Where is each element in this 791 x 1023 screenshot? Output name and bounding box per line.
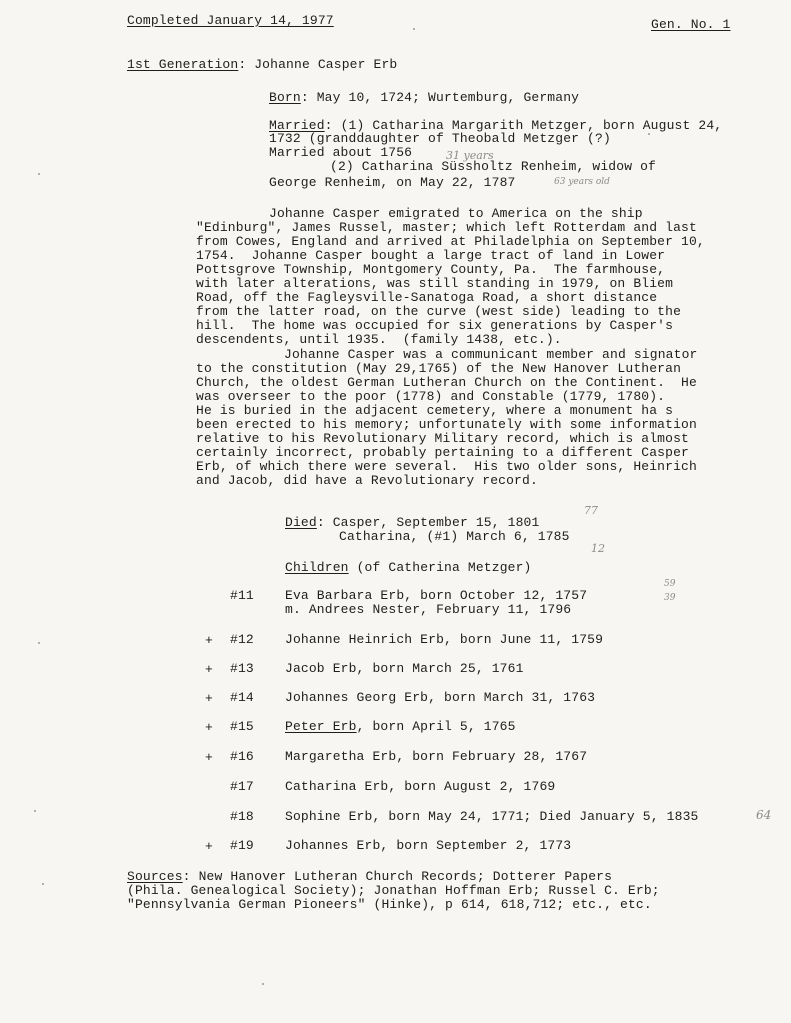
married-line-4: (2) Catharina Süssholtz Renheim, widow of xyxy=(330,159,657,174)
child-num: #14 xyxy=(230,690,254,705)
scan-speck xyxy=(648,133,650,135)
child-num: #18 xyxy=(230,809,254,824)
narrative-line: Pottsgrove Township, Montgomery County, Pa. The farmhouse, xyxy=(196,262,666,277)
annotation-child11-age: 59 xyxy=(664,579,676,589)
generation-name: Johanne Casper Erb xyxy=(254,57,398,72)
married-label: Married xyxy=(269,118,325,133)
narrative-line: He is buried in the adjacent cemetery, where a monument ha s xyxy=(196,403,674,418)
child-entry: Peter Erb, born April 5, 1765 xyxy=(285,719,516,734)
narrative-line: Road, off the Fagleysville-Sanatoga Road, a short distance xyxy=(196,290,658,305)
born-text: May 10, 1724; Wurtemburg, Germany xyxy=(316,90,580,105)
child-num: #17 xyxy=(230,779,254,794)
child-name-underlined: Peter Erb xyxy=(285,719,357,734)
died-line-2: Catharina, (#1) March 6, 1785 xyxy=(339,529,570,544)
sources-line-1: Sources: New Hanover Lutheran Church Records; Dotterer Papers xyxy=(127,869,613,884)
child-plus-marker: + xyxy=(205,662,213,677)
child-num: #11 xyxy=(230,588,254,603)
narrative-line: descendents, until 1935. (family 1438, etc.). xyxy=(196,332,562,347)
scan-speck xyxy=(262,983,264,985)
child-num: #13 xyxy=(230,661,254,676)
narrative-line: "Edinburg", James Russel, master; which left Rotterdam and last xyxy=(196,220,697,235)
died-line-1: Died: Casper, September 15, 1801 xyxy=(285,515,540,530)
married-line-1: Married: (1) Catharina Margarith Metzger, born August 24, xyxy=(269,118,723,133)
child-plus-marker: + xyxy=(205,750,213,765)
child-entry: Margaretha Erb, born February 28, 1767 xyxy=(285,749,588,764)
annotation-child11-age-2: 39 xyxy=(664,593,676,603)
annotation-died-age: 77 xyxy=(584,504,598,517)
gen-number: Gen. No. 1 xyxy=(651,17,731,32)
narrative-line: with later alterations, was still standing in 1979, on Bliem xyxy=(196,276,674,291)
scan-speck xyxy=(38,642,40,644)
narrative-line: Erb, of which there were several. His two older sons, Heinrich xyxy=(196,459,697,474)
narrative-line: from Cowes, England and arrived at Philadelphia on September 10, xyxy=(196,234,705,249)
born-line: Born: May 10, 1724; Wurtemburg, Germany xyxy=(269,90,580,105)
child-plus-marker: + xyxy=(205,633,213,648)
narrative-line: Church, the oldest German Lutheran Church on the Continent. He xyxy=(196,375,697,390)
narrative-line: Johanne Casper was a communicant member and signator xyxy=(284,347,698,362)
narrative-line: Johanne Casper emigrated to America on the ship xyxy=(269,206,643,221)
narrative-line: was overseer to the poor (1778) and Constable (1779, 1780). xyxy=(196,389,666,404)
annotation-died-age-2: 12 xyxy=(591,542,605,555)
child-entry: Eva Barbara Erb, born October 12, 1757 xyxy=(285,588,588,603)
child-num: #15 xyxy=(230,719,254,734)
child-entry: Johanne Heinrich Erb, born June 11, 1759 xyxy=(285,632,604,647)
narrative-line: and Jacob, did have a Revolutionary record. xyxy=(196,473,538,488)
married-line-2: 1732 (granddaughter of Theobald Metzger (?) xyxy=(269,131,611,146)
child-entry: Jacob Erb, born March 25, 1761 xyxy=(285,661,524,676)
narrative-line: relative to his Revolutionary Military record, which is almost xyxy=(196,431,689,446)
generation-label: 1st Generation xyxy=(127,57,239,72)
narrative-line: been erected to his memory; unfortunately with some information xyxy=(196,417,697,432)
annotation-child18-age: 64 xyxy=(756,808,772,822)
generation-line: 1st Generation: Johanne Casper Erb xyxy=(127,57,398,72)
died-label: Died xyxy=(285,515,317,530)
married-line-5: George Renheim, on May 22, 1787 xyxy=(269,175,516,190)
child-plus-marker: + xyxy=(205,691,213,706)
child-num: #12 xyxy=(230,632,254,647)
completed-date: Completed January 14, 1977 xyxy=(127,13,334,28)
sources-label: Sources xyxy=(127,869,183,884)
scan-speck xyxy=(413,28,415,30)
child-entry: Johannes Georg Erb, born March 31, 1763 xyxy=(285,690,596,705)
narrative-line: certainly incorrect, probably pertaining to a different Casper xyxy=(196,445,689,460)
sources-line-2: (Phila. Genealogical Society); Jonathan Hoffman Erb; Russel C. Erb; xyxy=(127,883,660,898)
children-heading: Children (of Catherina Metzger) xyxy=(285,560,532,575)
scan-speck xyxy=(42,883,44,885)
born-label: Born xyxy=(269,90,301,105)
married-line-3: Married about 1756 xyxy=(269,145,413,160)
children-label: Children xyxy=(285,560,349,575)
narrative-line: 1754. Johanne Casper bought a large tract of land in Lower xyxy=(196,248,666,263)
child-num: #19 xyxy=(230,838,254,853)
annotation-age-married-2: 63 years old xyxy=(554,177,610,187)
narrative-line: from the latter road, on the curve (west side) leading to the xyxy=(196,304,682,319)
narrative-line: to the constitution (May 29,1765) of the New Hanover Lutheran xyxy=(196,361,682,376)
child-plus-marker: + xyxy=(205,839,213,854)
scan-speck xyxy=(38,173,40,175)
child-entry: Sophine Erb, born May 24, 1771; Died January 5, 1835 xyxy=(285,809,699,824)
child-entry: Catharina Erb, born August 2, 1769 xyxy=(285,779,556,794)
child-entry: Johannes Erb, born September 2, 1773 xyxy=(285,838,572,853)
sources-line-3: "Pennsylvania German Pioneers" (Hinke), p 614, 618,712; etc., etc. xyxy=(127,897,652,912)
narrative-line: hill. The home was occupied for six generations by Casper's xyxy=(196,318,674,333)
child-entry-marriage: m. Andrees Nester, February 11, 1796 xyxy=(285,602,572,617)
scan-speck xyxy=(34,810,36,812)
child-plus-marker: + xyxy=(205,720,213,735)
annotation-age-married: 31 years xyxy=(446,149,494,162)
child-num: #16 xyxy=(230,749,254,764)
